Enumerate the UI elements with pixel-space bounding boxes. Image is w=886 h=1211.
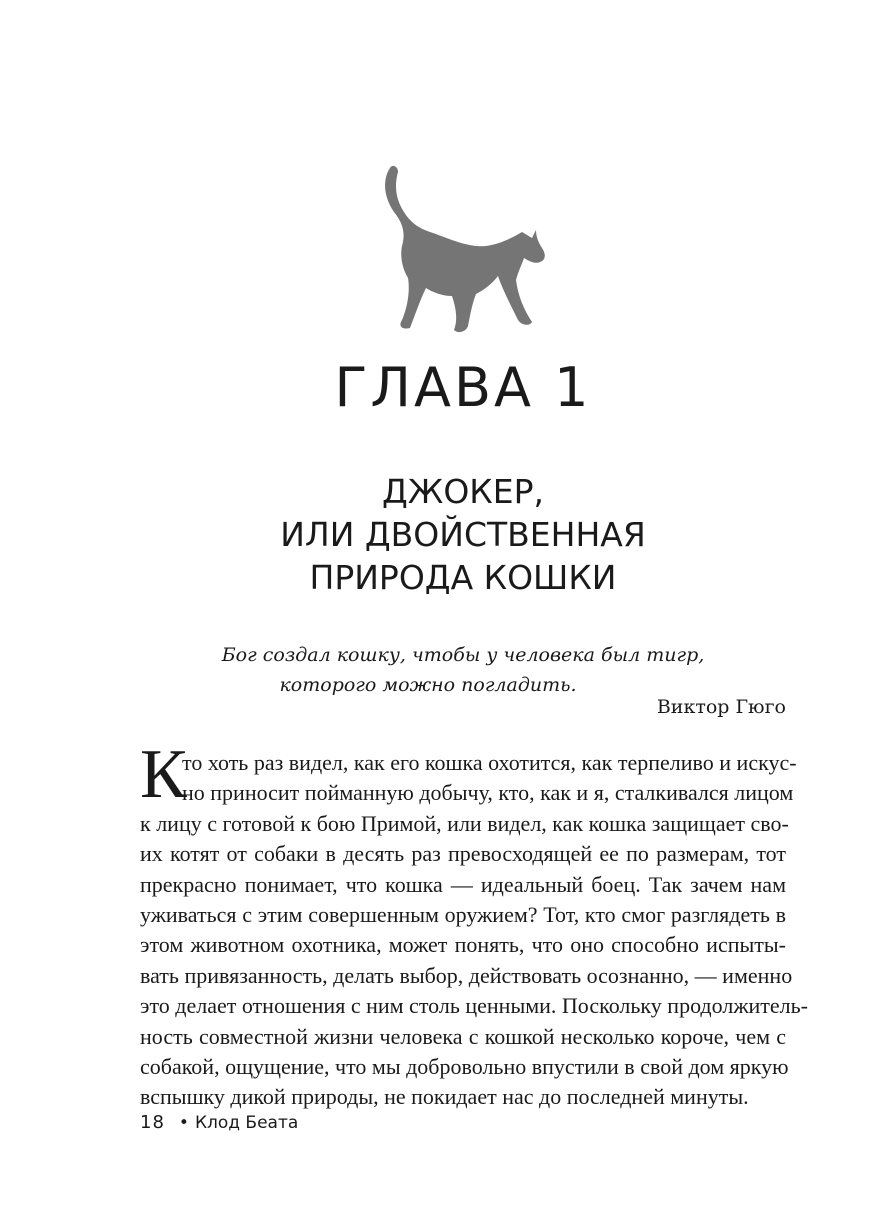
epigraph-line: которого можно погладить. (279, 674, 577, 696)
body-line: вать привязанность, делать выбор, действовать осознанно, — именно (140, 962, 793, 988)
chapter-title: ГЛАВА 1 (334, 356, 592, 419)
subtitle-line: ДЖОКЕР, (382, 472, 544, 511)
body-line: но приносит пойманную добычу, кто, как и я, сталкивался лицом (182, 780, 794, 806)
body-line: этом животном охотника, может понять, что оно способно испыты- (140, 932, 786, 958)
body-line: уживаться с этим совершенным оружием? Тот, кто смог разглядеть в (140, 901, 786, 927)
subtitle-line: ИЛИ ДВОЙСТВЕННАЯ (280, 515, 646, 554)
subtitle-line: ПРИРОДА КОШКИ (309, 558, 617, 597)
cat-silhouette-icon (372, 160, 552, 338)
body-line: это делает отношения с ним столь ценными. Поскольку продолжитель- (140, 993, 809, 1019)
body-line: к лицу с готовой к бою Примой, или видел, как кошка защищает сво- (140, 810, 789, 836)
body-line: их котят от собаки в десять раз превосходящей ее по размерам, тот (140, 841, 786, 867)
body-paragraph (140, 748, 809, 1113)
epigraph-line: Бог создал кошку, чтобы у человека был тигр, (221, 644, 705, 666)
body-line: ность совместной жизни человека с кошкой несколько короче, чем с (140, 1023, 786, 1049)
chapter-subtitle (0, 470, 886, 599)
body-line: то хоть раз видел, как его кошка охотится, как терпеливо и искус- (182, 750, 797, 775)
page-footer (140, 1112, 298, 1133)
footer-bullet: • (178, 1113, 189, 1133)
body-line: собакой, ощущение, что мы добровольно впустили в свой дом яркую (140, 1053, 789, 1079)
body-line: вспышку дикой природы, не покидает нас до последней минуты. (140, 1084, 749, 1110)
epigraph-author: Виктор Гюго (656, 696, 786, 718)
epigraph (0, 640, 886, 700)
drop-cap: К (140, 736, 187, 813)
page-number: 18 (140, 1112, 165, 1133)
body-line: прекрасно понимает, что кошка — идеальный боец. Так зачем нам (140, 871, 786, 897)
footer-author: Клод Беата (194, 1113, 299, 1133)
